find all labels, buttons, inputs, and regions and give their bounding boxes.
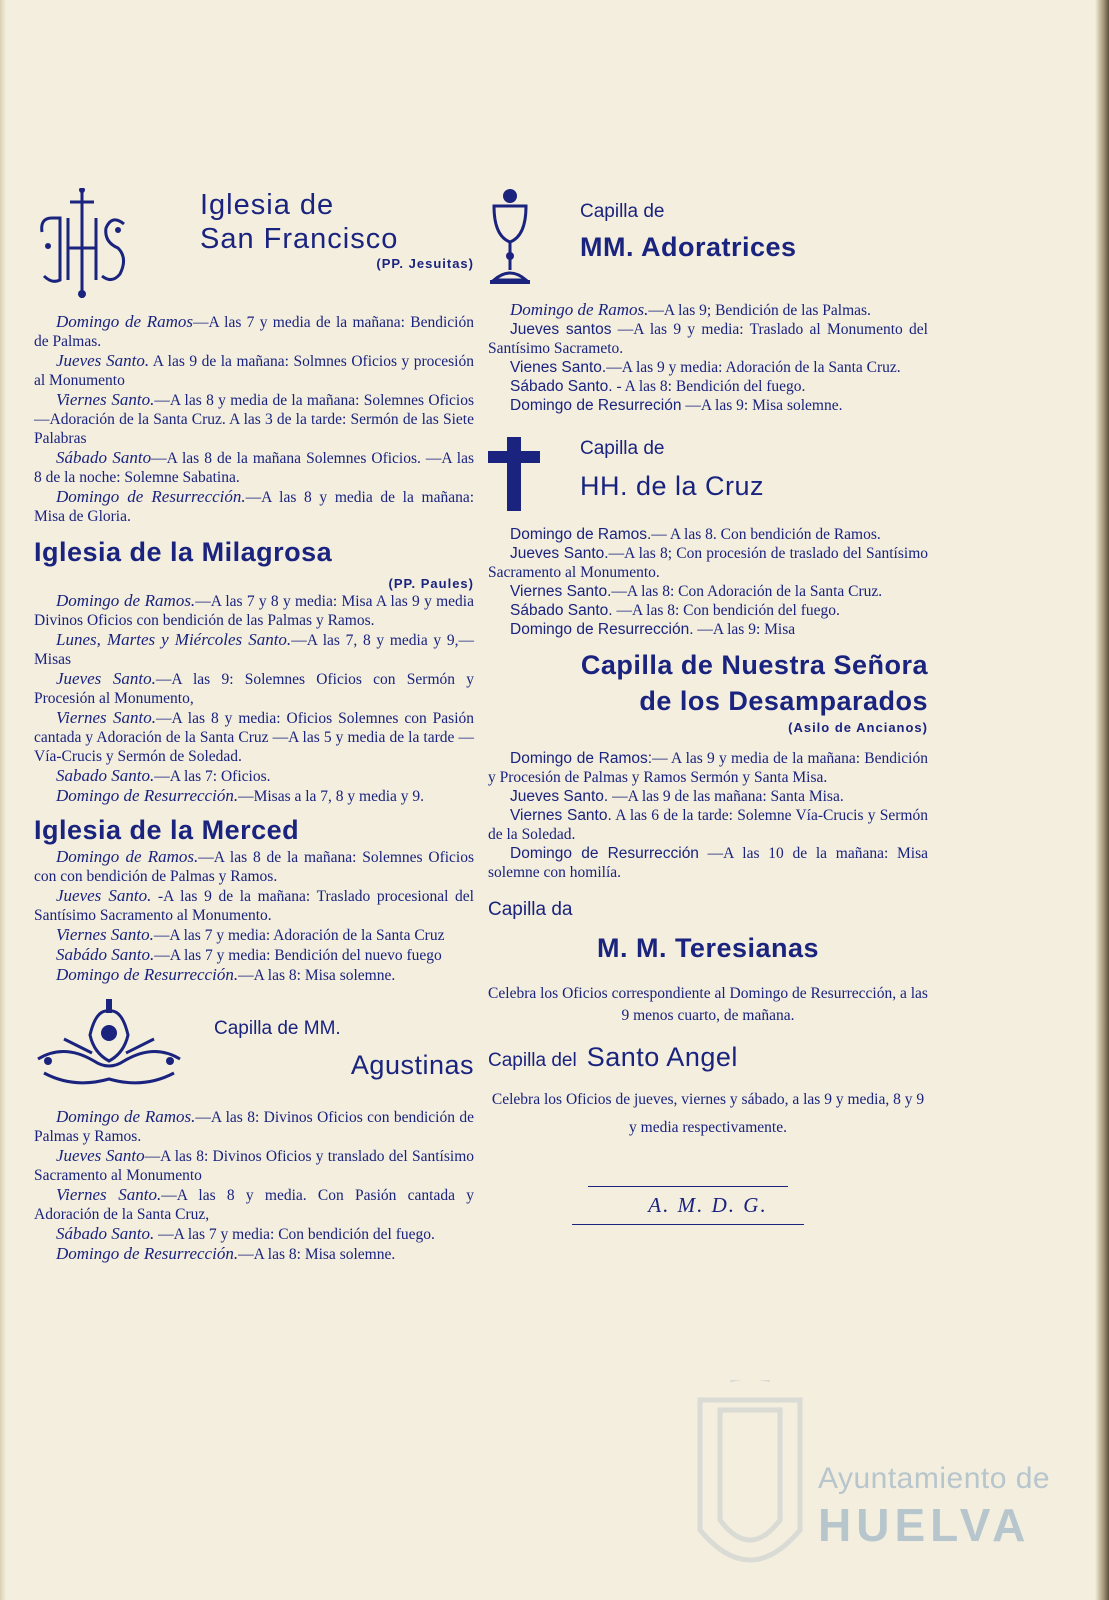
entry-day: Viernes Santo.: [510, 583, 612, 600]
entry-day: Viernes Santo.: [56, 924, 154, 944]
entry-day: Jueves Santo: [56, 1145, 145, 1165]
milagrosa-order: (PP. Paules): [388, 576, 474, 592]
entry: [488, 525, 928, 544]
entry-text: —A las 9 y media: Traslado al Monumento del Santísimo Sacrameto.: [488, 321, 928, 357]
entry: [34, 965, 474, 985]
entry: [488, 377, 928, 396]
entry-day: Sábado Santo: [56, 448, 152, 467]
entry-text: —A las 8: Divinos Oficios con bendición de Palmas y Ramos.: [34, 1108, 474, 1145]
entry-text: —A las 9: Solemnes Oficios con Sermón y Procesión al Monumento,: [34, 671, 474, 708]
entry-day: Viernes Santo.: [510, 806, 612, 824]
entry-day: Domingo de Ramos.: [56, 846, 199, 866]
entry-text: A las 6 de la tarde: Solemne Vía-Crucis y Sermón de la Soledad.: [488, 806, 928, 843]
entry-day: Jueves Santo.: [510, 545, 609, 562]
entry-day: Domingo de Resurrección.: [56, 487, 246, 506]
divider: [588, 1186, 788, 1187]
section-cruz: [488, 437, 928, 639]
section-san-francisco: [34, 188, 474, 526]
entry-day: Jueves santos: [510, 321, 612, 338]
entry-day: Domingo de Resurrección.: [510, 621, 694, 638]
entry-text: —A las 7, 8 y media y 9,—Misas: [34, 632, 474, 669]
entry: [34, 1244, 474, 1264]
entry-text: —A las 9 de las mañana: Santa Misa.: [608, 787, 844, 805]
entry: [34, 1185, 474, 1224]
san-francisco-title-1: Iglesia de: [200, 189, 335, 221]
amdg: A. M. D. G.: [648, 1192, 768, 1217]
entry: [34, 786, 474, 806]
teresianas-text: Celebra los Oficios correspondiente al Domingo de Resurrección, a las 9 menos cuarto, de mañana.: [488, 984, 928, 1024]
section-amdg: [488, 1186, 928, 1225]
entry: [488, 844, 928, 882]
entry-text: —A las 7 y 8 y media: Misa A las 9 y media Divinos Oficios con bendición de las Palmas y Ramos.: [34, 593, 474, 630]
santo-angel-text: Celebra los Oficios de jueves, viernes y sábado, a las 9 y media, 8 y 9 y media respectivamente.: [491, 1090, 925, 1136]
watermark-line-1: Ayuntamiento de: [818, 1462, 1051, 1495]
entry-day: Sábado Santo.: [510, 378, 613, 395]
entry-day: Sábado Santo.: [56, 1223, 155, 1243]
watermark-text: [818, 1462, 1050, 1552]
adoratrices-title-1: Capilla de: [580, 201, 665, 222]
entry: [34, 669, 474, 708]
teresianas-title-1: Capilla da: [488, 898, 573, 920]
section-santo-angel: [488, 1041, 928, 1142]
adoratrices-title-2: MM. Adoratrices: [580, 231, 797, 262]
section-desamparados: [488, 649, 928, 882]
entry-text: —A las 9: Misa: [693, 621, 796, 638]
entry: [488, 749, 928, 787]
entry: [34, 847, 474, 886]
entry: [34, 312, 474, 351]
augustinian-heart-emblem-icon: [34, 999, 184, 1093]
left-column: [34, 188, 474, 1264]
entry: [34, 1146, 474, 1185]
desamparados-title-1: Capilla de Nuestra Señora: [580, 650, 928, 680]
section-teresianas: [488, 898, 928, 1027]
milagrosa-title: Iglesia de la Milagrosa: [34, 537, 333, 567]
watermark-line-2: HUELVA: [818, 1499, 1031, 1551]
entry-text: —A las 9: Misa solemne.: [681, 397, 843, 414]
santo-angel-title-b: Santo Angel: [586, 1041, 738, 1072]
entry-text: —A las 8: Con bendición del fuego.: [612, 602, 840, 619]
entry-text: —A las 7: Oficios.: [154, 768, 271, 786]
entry-day: Domingo de Resurrección: [510, 844, 699, 862]
entry-day: Domingo de Resurrección.: [56, 1243, 239, 1263]
entry: [488, 787, 928, 806]
entry-day: Domingo de Resurreción: [510, 397, 682, 414]
entry-text: —Misas a la 7, 8 y media y 9.: [238, 788, 425, 806]
merced-title: Iglesia de la Merced: [34, 815, 300, 846]
entry: [34, 708, 474, 766]
right-column: [488, 188, 928, 1225]
page-edge-right: [1095, 0, 1109, 1600]
entry-text: — A las 8. Con bendición de Ramos.: [651, 526, 881, 543]
entry: [34, 1107, 474, 1146]
entry-day: Domingo de Resurrección.: [56, 786, 239, 806]
entry: [34, 448, 474, 487]
entry-day: Domingo de Ramos.: [56, 591, 196, 611]
entry-day: Domingo de Resurrección.: [56, 964, 239, 984]
entry-day: Jueves Santo.: [510, 787, 609, 805]
san-francisco-title-2: San Francisco: [200, 223, 399, 256]
entry: [488, 320, 928, 358]
entry-day: Domingo de Ramos: [56, 312, 193, 331]
entry: [488, 300, 928, 320]
entry-text: —A las 9; Bendición de las Palmas.: [648, 302, 871, 319]
page-edge-left: [0, 0, 6, 1600]
entry: [34, 925, 474, 945]
section-adoratrices: [488, 188, 928, 415]
entry-day: Domingo de Ramos.: [510, 300, 649, 319]
entry-text: —A las 9 y media: Adoración de la Santa Cruz.: [606, 359, 901, 376]
entry-text: —A las 7 y media: Adoración de la Santa Cruz: [153, 926, 445, 944]
entry-day: Viernes Santo.: [56, 1184, 162, 1204]
santo-angel-title: [488, 1041, 928, 1074]
section-agustinas: [34, 999, 474, 1264]
teresianas-title-2: M. M. Teresianas: [596, 933, 820, 964]
entry-day: Vienes Santo.: [510, 359, 607, 376]
divider: [572, 1224, 804, 1225]
entry-text: - A las 8: Bendición del fuego.: [612, 378, 806, 395]
entry-day: Jueves Santo.: [56, 351, 150, 370]
entry-day: Viernes Santo.: [56, 390, 155, 409]
entry-text: —A las 8; Con procesión de traslado del Santísimo Sacramento al Monumento.: [488, 545, 928, 581]
entry-text: —A las 8: Misa solemne.: [238, 966, 396, 984]
entry-text: —A las 8 y media de la mañana: Misa de Gloria.: [34, 489, 475, 525]
san-francisco-order: (PP. Jesuitas): [376, 256, 474, 272]
entry: [34, 351, 474, 390]
entry: [34, 1224, 474, 1244]
agustinas-title-1: Capilla de MM.: [214, 1017, 341, 1039]
entry-text: —A las 7 y media de la mañana: Bendición de Palmas.: [34, 314, 474, 350]
entry: [488, 396, 928, 415]
entry-text: —A las 8 y media. Con Pasión cantada y Adoración de la Santa Cruz,: [34, 1186, 474, 1223]
entry-day: Sabádo Santo.: [56, 944, 155, 964]
entry-text: —A las 8: Misa solemne.: [238, 1245, 396, 1263]
desamparados-title-2: de los Desamparados: [639, 686, 928, 717]
entry-day: Domingo de Ramos.: [510, 526, 652, 543]
entry: [34, 766, 474, 786]
santo-angel-title-a: Capilla del: [488, 1049, 577, 1071]
entry-day: Jueves Santo.: [56, 669, 156, 689]
entry-text: —A las 8 y media: Oficios Solemnes con Pasión cantada y Adoración de la Santa Cruz —A las 5 y media de la tarde —Vía-Crucis y Sermón de Soledad.: [34, 710, 474, 766]
entry-text: -A las 9 de la mañana: Traslado procesional del Santísimo Sacramento al Monumento.: [34, 887, 474, 924]
entry: [34, 945, 474, 965]
entry-day: Lunes, Martes y Miércoles Santo.: [56, 630, 292, 650]
entry-text: —A las 8: Con Adoración de la Santa Cruz.: [611, 583, 883, 600]
entry-text: —A las 8: Divinos Oficios y translado del Santísimo Sacramento al Monumento: [34, 1147, 474, 1184]
entry: [34, 591, 474, 630]
entry: [488, 582, 928, 601]
section-merced: [34, 814, 474, 984]
entry-day: Domingo de Ramos.: [56, 1106, 196, 1126]
entry-day: Jueves Santo.: [56, 885, 152, 905]
entry-day: Domingo de Ramos:: [510, 749, 653, 767]
entry-day: Viernes Santo.: [56, 708, 156, 728]
section-milagrosa: [34, 536, 474, 806]
entry-text: — A las 9 y media de la mañana: Bendición y Procesión de Palmas y Ramos Sermón y Santa Misa.: [488, 749, 928, 786]
chalice-icon: [488, 188, 532, 286]
desamparados-order: (Asilo de Ancianos): [788, 719, 928, 735]
entry-day: Sabado Santo.: [56, 766, 155, 786]
cruz-title-1: Capilla de: [580, 438, 665, 459]
entry-text: A las 9 de la mañana: Solmnes Oficios y procesión al Monumento: [34, 353, 474, 389]
entry: [488, 620, 928, 639]
entry-day: Sábado Santo.: [510, 602, 613, 619]
cruz-title-2: HH. de la Cruz: [580, 470, 765, 501]
entry: [34, 487, 474, 526]
entry: [34, 390, 474, 448]
entry: [488, 544, 928, 582]
entry-text: —A las 7 y media: Bendición del nuevo fuego: [154, 946, 442, 964]
entry-text: —A las 7 y media: Con bendición del fuego.: [154, 1225, 435, 1243]
entry: [34, 630, 474, 669]
entry-text: —A las 8 de la mañana: Solemnes Oficios con con bendición de Palmas y Ramos.: [34, 848, 475, 885]
agustinas-title-2: Agustinas: [350, 1050, 474, 1081]
entry-text: —A las 8 y media de la mañana: Solemnes Oficios —Adoración de la Santa Cruz. A las 3 de la tarde: Sermón de las Siete Palabras: [34, 392, 474, 447]
cross-icon: [488, 437, 540, 511]
ihs-monogram-icon: [34, 188, 130, 300]
entry-text: —A las 10 de la mañana: Misa solemne con homilía.: [488, 844, 929, 881]
entry: [34, 886, 474, 925]
entry: [488, 358, 928, 377]
entry: [488, 601, 928, 620]
entry-text: —A las 8 de la mañana Solemnes Oficios. —A las 8 de la noche: Solemne Sabatina.: [34, 450, 474, 486]
entry: [488, 806, 928, 844]
